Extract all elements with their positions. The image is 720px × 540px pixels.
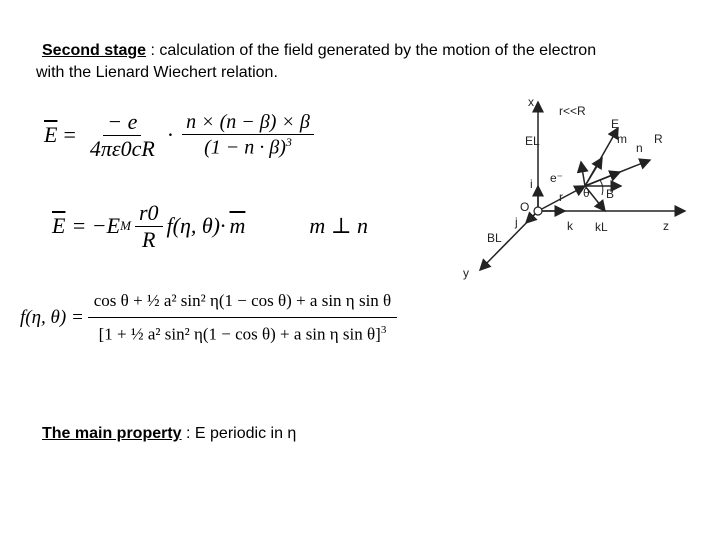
main-property — [42, 425, 296, 443]
label-kL: kL — [595, 220, 608, 234]
eq1-coef-num: − e — [103, 109, 141, 136]
label-k: k — [567, 219, 573, 233]
eq3-lhs: f(η, θ) = — [20, 307, 84, 328]
label-z: z — [663, 219, 669, 233]
label-O: O — [520, 200, 530, 214]
eq2-function: f(η, θ)· — [166, 213, 226, 238]
label-e: e⁻ — [550, 171, 564, 185]
coordinate-diagram — [455, 90, 700, 290]
main-property-text: : E periodic in η — [181, 425, 297, 442]
equation-1 — [44, 100, 318, 170]
eq3-num: cos θ + ½ a² sin² η(1 − cos θ) + a sin η sin θ — [88, 291, 397, 318]
eq1-vector-term — [182, 111, 314, 160]
label-rcond: r<<R — [559, 104, 586, 118]
label-B: B — [606, 187, 615, 201]
heading — [36, 40, 696, 84]
equation-3 — [20, 268, 401, 368]
eq1-equals: = — [63, 122, 76, 147]
label-r: r — [559, 190, 563, 204]
label-BL: BL — [487, 231, 502, 245]
eq1-coefficient — [86, 109, 159, 162]
eq2-rhs: = −E — [71, 213, 121, 238]
eq2-perp: m ⊥ n — [309, 213, 368, 238]
origin-circle — [534, 207, 542, 215]
vec-e — [581, 162, 585, 186]
heading-text-2: with the Lienard Wiechert relation. — [36, 64, 278, 81]
main-property-label: The main property — [42, 425, 182, 442]
eq3-fraction — [88, 291, 397, 345]
eq1-dot: · — [166, 122, 175, 147]
eq2-m: $\overline{m}$ — [229, 213, 246, 238]
label-theta: θ — [583, 186, 590, 200]
label-m: m — [617, 132, 627, 146]
label-y: y — [463, 266, 469, 280]
eq1-vec-den: $(1 - n \cdot \beta)^3$ — [204, 134, 292, 159]
label-i: i — [530, 177, 533, 191]
label-EL: EL — [525, 134, 540, 148]
equation-2 — [52, 195, 368, 257]
vec-n — [585, 172, 620, 186]
label-j: j — [515, 215, 518, 229]
eq2-fraction — [135, 200, 163, 253]
label-x: x — [528, 95, 534, 109]
heading-text-1: : calculation of the field generated by the motion of the electron — [146, 42, 597, 59]
eq2-sub: M — [120, 218, 131, 233]
eq3-den: [1 + ½ a² sin² η(1 − cos θ) + a sin η sin θ]$^3$ — [98, 324, 387, 344]
eq1-coef-den: 4πε0cR — [89, 135, 155, 161]
label-R: R — [654, 132, 663, 146]
label-E: E — [611, 117, 620, 131]
eq1-vec-num: n × (n − β) × β — [182, 111, 314, 135]
eq2-lhs: $\overline{E}$ — [52, 213, 66, 238]
eq1-lhs: $\overline{E}$ — [44, 122, 58, 147]
label-n: n — [636, 141, 643, 155]
theta-arc — [600, 180, 603, 195]
eq2-frac-den: R — [141, 226, 156, 252]
heading-label: Second stage — [42, 42, 147, 59]
eq2-frac-num: r0 — [135, 200, 163, 227]
